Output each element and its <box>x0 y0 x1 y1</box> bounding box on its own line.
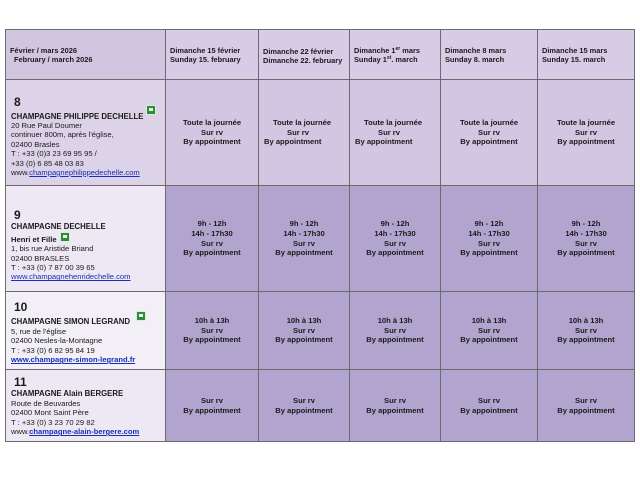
slot-fr: Sur rv <box>201 325 223 335</box>
day-en: Sunday 1 <box>354 54 387 64</box>
slot-fr: Sur rv <box>293 325 315 335</box>
website-link[interactable]: www.champagnehenridechelle.com <box>11 272 131 282</box>
slot-time: Toute la journée <box>273 118 332 128</box>
slot-en: By appointment <box>275 405 333 415</box>
slot-cell <box>441 80 538 186</box>
slot-en: By appointment <box>264 137 322 147</box>
day-en: Sunday 15. march <box>542 54 606 64</box>
slot-time: 9h - 12h <box>197 219 227 229</box>
day-en-tail: . march <box>391 54 418 64</box>
slot-fr: Sur rv <box>201 127 223 137</box>
slot-cell <box>259 292 350 370</box>
slot-cell <box>166 80 259 186</box>
website-link[interactable]: www.champagne-simon-legrand.fr <box>11 355 136 365</box>
producer-row-9 <box>6 186 635 292</box>
slot-cell <box>441 370 538 442</box>
slot-cell <box>259 80 350 186</box>
slot-cell <box>350 370 441 442</box>
slot-en: By appointment <box>183 335 241 345</box>
slot-en: By appointment <box>460 137 518 147</box>
slot-cell <box>538 80 635 186</box>
slot-fr: Sur rv <box>478 325 500 335</box>
slot-cell <box>441 292 538 370</box>
slot-time: Toute la journée <box>556 118 616 128</box>
address-line: 1, bis rue Aristide Briand <box>11 244 94 254</box>
slot-fr: Sur rv <box>293 238 315 248</box>
slot-cell <box>350 186 441 292</box>
slot-fr: Sur rv <box>384 325 406 335</box>
slot-fr: Sur rv <box>201 395 223 405</box>
slot-time: 14h - 17h30 <box>283 228 325 238</box>
period-fr: Février / mars 2026 <box>10 45 77 55</box>
slot-fr: Sur rv <box>384 238 406 248</box>
slot-cell <box>166 186 259 292</box>
slot-cell <box>538 292 635 370</box>
day-fr: Dimanche 15 février <box>170 45 241 55</box>
producer-cell <box>6 186 166 292</box>
slot-fr: Sur rv <box>293 395 315 405</box>
day-fr: Dimanche 15 mars <box>542 45 608 55</box>
slot-en: By appointment <box>183 137 241 147</box>
day-en: Sunday 8. march <box>445 54 505 64</box>
day-en: Sunday 15. february <box>170 54 241 64</box>
slot-en: By appointment <box>460 248 518 258</box>
slot-time: 14h - 17h30 <box>468 228 510 238</box>
website-link[interactable]: champagne-alain-bergere.com <box>29 427 140 437</box>
slot-fr: Sur rv <box>378 127 400 137</box>
slot-cell <box>350 292 441 370</box>
slot-en: By appointment <box>183 248 241 258</box>
slot-cell <box>166 370 259 442</box>
organic-label-icon <box>136 311 146 321</box>
slot-fr: Sur rv <box>575 127 597 137</box>
slot-time: 9h - 12h <box>474 219 504 229</box>
day-fr-tail: mars <box>400 45 420 55</box>
slot-time: 9h - 12h <box>380 219 410 229</box>
day-en: Dimanche 22. february <box>263 56 343 65</box>
day-fr: Dimanche 1 <box>354 45 396 55</box>
slot-cell <box>259 370 350 442</box>
producer-row-8 <box>6 80 635 186</box>
slot-time: 14h - 17h30 <box>565 228 607 238</box>
phone-line: T : +33 (0) 6 82 95 84 19 <box>11 345 95 355</box>
slot-fr: Sur rv <box>478 127 500 137</box>
day-header-2 <box>259 30 350 80</box>
slot-cell <box>538 186 635 292</box>
opening-schedule-table <box>5 29 635 442</box>
organic-label-icon <box>146 105 156 115</box>
slot-en: By appointment <box>460 335 518 345</box>
day-header-3 <box>350 30 441 80</box>
slot-fr: Sur rv <box>384 395 406 405</box>
slot-en: By appointment <box>366 335 424 345</box>
slot-time: Toute la journée <box>364 118 423 128</box>
slot-cell <box>350 80 441 186</box>
slot-fr: Sur rv <box>575 238 597 248</box>
slot-cell <box>441 186 538 292</box>
slot-time: 9h - 12h <box>289 219 319 229</box>
slot-time: 9h - 12h <box>571 219 601 229</box>
slot-fr: Sur rv <box>575 395 597 405</box>
address-line: 02400 Mont Saint Père <box>11 408 89 418</box>
producer-name: CHAMPAGNE Alain BERGERE <box>11 389 124 399</box>
slot-en: By appointment <box>366 405 424 415</box>
day-header-1 <box>166 30 259 80</box>
slot-en: By appointment <box>557 248 615 258</box>
slot-time: Toute la journée <box>459 118 519 128</box>
slot-cell <box>259 186 350 292</box>
website-prefix: www. <box>11 427 30 437</box>
day-fr: Dimanche 8 mars <box>445 45 507 55</box>
slot-time: 10h à 13h <box>471 316 507 326</box>
day-en-sup: st <box>386 54 392 61</box>
slot-en: By appointment <box>355 137 413 147</box>
producer-row-11 <box>6 370 635 442</box>
slot-en: By appointment <box>557 405 615 415</box>
slot-en: By appointment <box>183 405 241 415</box>
producer-number: 8 <box>14 94 21 109</box>
phone-line: T : +33 (0)3 23 69 95 95 / <box>11 149 97 159</box>
slot-fr: Sur rv <box>478 395 500 405</box>
address-line: 20 Rue Paul Doumer <box>11 120 82 130</box>
address-line: 5, rue de l'église <box>11 326 67 336</box>
address-line: 02400 BRASLES <box>11 253 70 263</box>
slot-fr: Sur rv <box>478 238 500 248</box>
producer-cell <box>6 292 166 370</box>
producer-number: 10 <box>14 300 28 315</box>
slot-en: By appointment <box>557 137 615 147</box>
day-fr: Dimanche 22 février <box>263 47 334 56</box>
slot-time: 10h à 13h <box>286 316 322 326</box>
day-header-4 <box>441 30 538 80</box>
slot-en: By appointment <box>275 248 333 258</box>
organic-label-icon <box>60 232 70 242</box>
slot-en: By appointment <box>557 335 615 345</box>
website-prefix: www. <box>11 168 30 178</box>
producer-name: CHAMPAGNE PHILIPPE DECHELLE <box>11 111 144 121</box>
address-line: Route de Beuvardes <box>11 398 81 408</box>
day-header-5 <box>538 30 635 80</box>
slot-fr: Sur rv <box>201 238 223 248</box>
slot-fr: Sur rv <box>287 127 309 137</box>
phone-line: T : +33 (0) 3 23 70 29 82 <box>11 417 95 427</box>
phone-line: T : +33 (0) 7 87 00 39 65 <box>11 262 95 272</box>
website-link[interactable]: champagnephilippedechelle.com <box>29 168 140 178</box>
slot-fr: Sur rv <box>575 325 597 335</box>
period-en: February / march 2026 <box>14 54 93 64</box>
address-line: 02400 Brasles <box>11 139 60 149</box>
schedule-sheet <box>5 29 635 442</box>
address-line: continuer 800m, après l'église, <box>11 130 114 140</box>
producer-subname: Henri et Fille <box>11 234 57 244</box>
slot-cell <box>166 292 259 370</box>
producer-number: 9 <box>14 208 21 223</box>
slot-time: 10h à 13h <box>194 316 230 326</box>
slot-en: By appointment <box>366 248 424 258</box>
slot-time: 10h à 13h <box>377 316 413 326</box>
producer-row-10 <box>6 292 635 370</box>
address-line: 02400 Nesles-la-Montagne <box>11 336 103 346</box>
period-header <box>6 30 166 80</box>
slot-time: Toute la journée <box>182 118 242 128</box>
producer-cell <box>6 370 166 442</box>
slot-en: By appointment <box>460 405 518 415</box>
phone-line: +33 (0) 6 85 48 03 83 <box>11 158 84 168</box>
producer-name: CHAMPAGNE SIMON LEGRAND <box>11 317 130 327</box>
producer-cell <box>6 80 166 186</box>
slot-cell <box>538 370 635 442</box>
header-row <box>6 30 635 80</box>
slot-time: 10h à 13h <box>568 316 604 326</box>
producer-name: CHAMPAGNE DECHELLE <box>11 222 106 232</box>
slot-time: 14h - 17h30 <box>191 228 233 238</box>
slot-en: By appointment <box>275 335 333 345</box>
slot-time: 14h - 17h30 <box>374 228 416 238</box>
producer-number: 11 <box>14 375 27 390</box>
day-fr-sup: er <box>395 45 401 52</box>
